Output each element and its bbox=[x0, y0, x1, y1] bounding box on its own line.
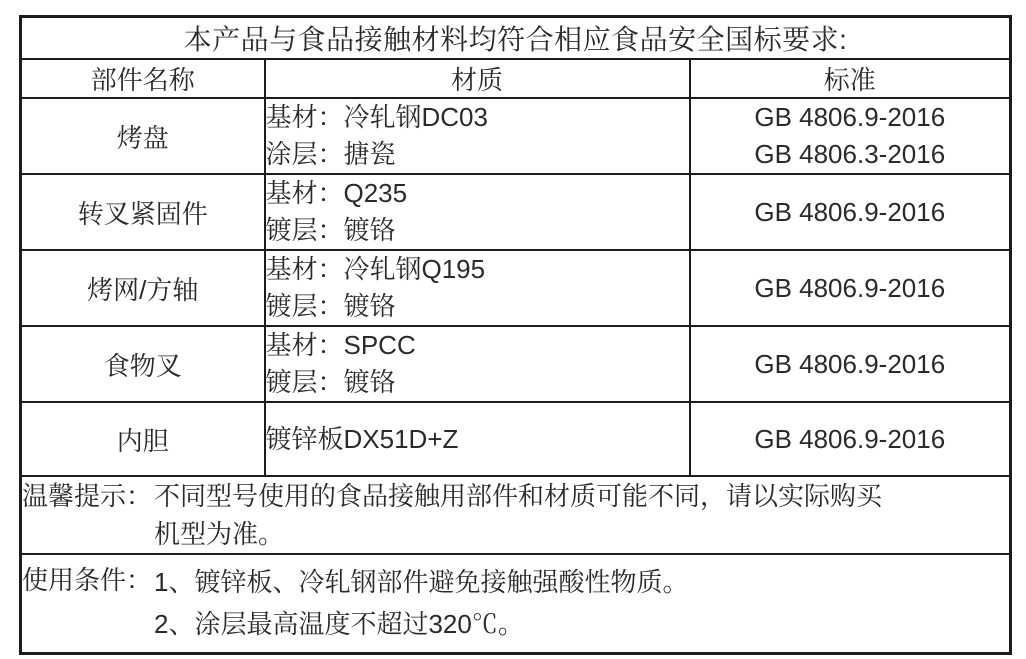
header-row bbox=[21, 59, 1011, 98]
part-name-cell: 烤盘 bbox=[21, 98, 265, 174]
tip-label: 温馨提示： bbox=[22, 481, 153, 511]
material-cell bbox=[265, 326, 690, 402]
standard-line: GB 4806.9-2016 bbox=[754, 423, 946, 454]
usage-item: 2、涂层最高温度不超过320℃。 bbox=[154, 609, 524, 640]
part-name-cell: 转叉紧固件 bbox=[21, 174, 265, 250]
standard-line: GB 4806.9-2016 bbox=[754, 348, 946, 379]
tip-text: 不同型号使用的食品接触用部件和材质可能不同，请以实际购买机型为准。 bbox=[154, 481, 883, 549]
table-row bbox=[21, 402, 1011, 476]
standard-line: GB 4806.9-2016 bbox=[754, 102, 946, 132]
usage-row bbox=[21, 554, 1011, 653]
tip-row bbox=[21, 476, 1011, 554]
page bbox=[19, 15, 1012, 655]
material-cell bbox=[265, 98, 690, 174]
material-line: 基材：Q235 bbox=[265, 178, 408, 208]
title-row bbox=[21, 17, 1011, 60]
table-row bbox=[21, 326, 1011, 402]
material-line: 基材：冷轧钢Q195 bbox=[265, 254, 486, 284]
standard-cell bbox=[690, 174, 1011, 250]
table-row bbox=[21, 98, 1011, 174]
standard-line: GB 4806.9-2016 bbox=[754, 196, 946, 227]
material-line: 镀层：镀铬 bbox=[265, 291, 396, 321]
part-name-cell: 烤网/方轴 bbox=[21, 250, 265, 326]
standard-cell bbox=[690, 402, 1011, 476]
material-line: 基材：冷轧钢DC03 bbox=[265, 102, 488, 132]
table-title: 本产品与食品接触材料均符合相应食品安全国标要求: bbox=[21, 17, 1011, 60]
usage-cell bbox=[21, 554, 1011, 653]
material-cell bbox=[265, 402, 690, 476]
part-name-cell: 内胆 bbox=[21, 402, 265, 476]
standard-cell bbox=[690, 326, 1011, 402]
part-name-cell: 食物叉 bbox=[21, 326, 265, 402]
table-row bbox=[21, 174, 1011, 250]
usage-items bbox=[154, 561, 688, 645]
usage-label: 使用条件： bbox=[22, 565, 153, 596]
material-line: 基材：SPCC bbox=[265, 330, 416, 360]
standard-line: GB 4806.9-2016 bbox=[754, 272, 946, 303]
material-line: 镀层：镀铬 bbox=[265, 367, 396, 397]
material-line: 涂层：搪瓷 bbox=[265, 139, 396, 169]
material-line: 镀层：镀铬 bbox=[265, 215, 396, 245]
tip-cell bbox=[21, 476, 1011, 554]
table-row bbox=[21, 250, 1011, 326]
material-cell bbox=[265, 174, 690, 250]
material-line: 镀锌板DX51D+Z bbox=[265, 423, 459, 454]
material-cell bbox=[265, 250, 690, 326]
column-header-material: 材质 bbox=[265, 59, 690, 98]
usage-item: 1、镀锌板、冷轧钢部件避免接触强酸性物质。 bbox=[154, 567, 689, 598]
column-header-part-name: 部件名称 bbox=[21, 59, 265, 98]
standard-cell bbox=[690, 98, 1011, 174]
standard-line: GB 4806.3-2016 bbox=[754, 139, 946, 169]
column-header-standard: 标准 bbox=[690, 59, 1011, 98]
compliance-table bbox=[19, 15, 1012, 655]
standard-cell bbox=[690, 250, 1011, 326]
